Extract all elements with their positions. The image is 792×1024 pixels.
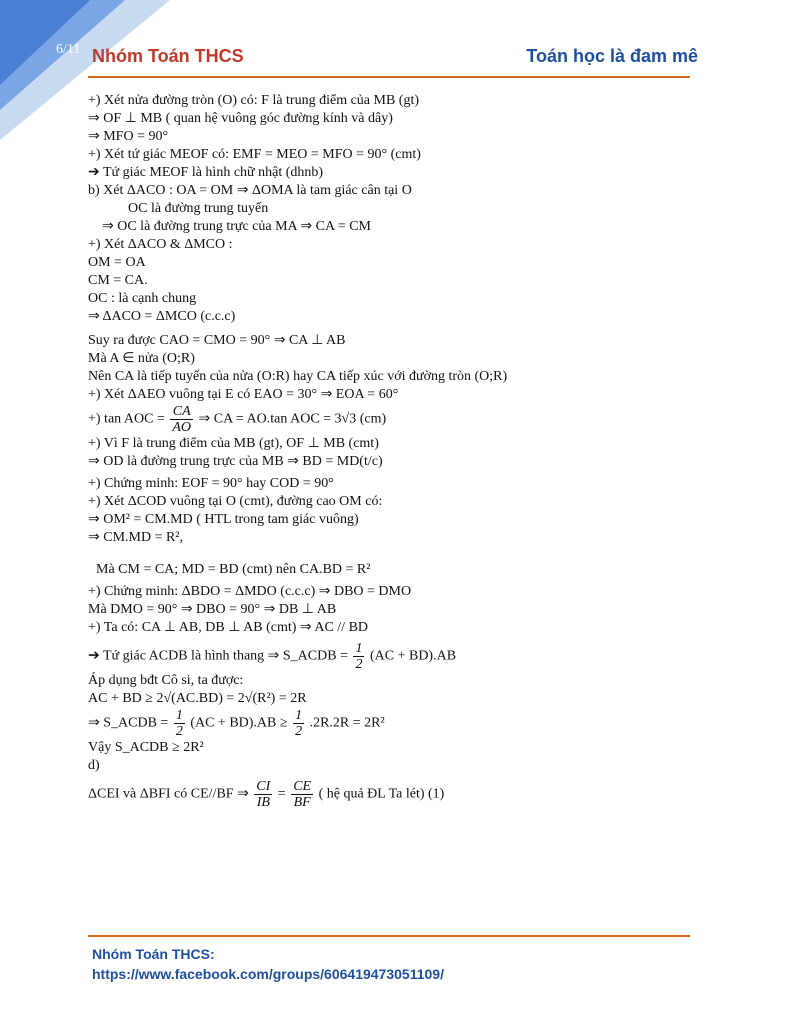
page-number: 6/11	[56, 42, 81, 57]
text-line: +) Xét ΔAEO vuông tại E có EAO = 30° ⇒ EOA = 60°	[88, 387, 399, 402]
text-line: ⇒ MFO = 90°	[88, 129, 169, 144]
text-line: AC + BD ≥ 2√(AC.BD) = 2√(R²) = 2R	[88, 691, 307, 706]
text-line: d)	[88, 758, 100, 773]
tan-numerator: CA	[170, 404, 193, 420]
text-line: +) Ta có: CA ⊥ AB, DB ⊥ AB (cmt) ⇒ AC // BD	[88, 620, 369, 635]
text-line: +) Xét ΔCOD vuông tại O (cmt), đường cao OM có:	[88, 494, 383, 509]
text-line: +) Xét nửa đường tròn (O) có: F là trung điểm của MB (gt)	[88, 93, 420, 108]
text-line: +) Xét ΔACO & ΔMCO :	[88, 237, 233, 252]
text-line: ➔ Tứ giác MEOF là hình chữ nhật (dhnb)	[88, 165, 324, 180]
thales-fraction-1	[254, 779, 272, 810]
tan-tail: ⇒ CA = AO.tan AOC = 3√3 (cm)	[198, 411, 387, 427]
text-line: b) Xét ΔACO : OA = OM ⇒ ΔOMA là tam giác cân tại O	[88, 183, 412, 198]
thales-tail: ( hệ quả ĐL Ta lét) (1)	[318, 786, 445, 802]
text-line: ⇒ OC là đường trung trực của MA ⇒ CA = CM	[102, 219, 371, 234]
text-line: Áp dụng bđt Cô si, ta được:	[88, 673, 244, 688]
text-line: Mà DMO = 90° ⇒ DBO = 90° ⇒ DB ⊥ AB	[88, 602, 337, 617]
footer-group-name: Nhóm Toán THCS:	[92, 946, 215, 962]
tan-lead: +) tan AOC =	[88, 411, 165, 427]
ineq-tail: .2R.2R = 2R²	[309, 715, 385, 731]
thales-eq: =	[277, 786, 286, 802]
header-right-title: Toán học là đam mê	[526, 46, 698, 66]
ineq-lead: ⇒ S_ACDB =	[88, 715, 169, 731]
ineq-denominator-2: 2	[295, 724, 303, 739]
text-line: ⇒ ΔACO = ΔMCO (c.c.c)	[88, 309, 236, 324]
text-line: ⇒ OF ⊥ MB ( quan hệ vuông góc đường kính và dây)	[88, 111, 393, 126]
ineq-fraction-1	[174, 708, 185, 739]
header-left-title: Nhóm Toán THCS	[92, 46, 244, 66]
thales-lead: ΔCEI và ΔBFI có CE//BF ⇒	[88, 786, 249, 802]
trap-tail: (AC + BD).AB	[369, 648, 457, 664]
thales-line	[88, 779, 708, 810]
ineq-denominator-1: 2	[175, 724, 183, 739]
inequality-line	[88, 708, 708, 739]
thales-numerator-1: CI	[256, 779, 271, 794]
text-line: ⇒ OD là đường trung trực của MB ⇒ BD = MD(t/c)	[88, 454, 383, 469]
footer-group-link[interactable]: https://www.facebook.com/groups/606419473051109/	[92, 966, 444, 982]
text-line: Nên CA là tiếp tuyến của nửa (O:R) hay CA tiếp xúc với đường tròn (O;R)	[88, 369, 508, 384]
trap-numerator: 1	[355, 641, 363, 656]
text-line: OM = OA	[88, 255, 146, 270]
text-line: Mà A ∈ nửa (O;R)	[88, 351, 195, 366]
ineq-fraction-2	[293, 708, 304, 739]
trap-denominator: 2	[355, 657, 363, 672]
text-line: Mà CM = CA; MD = BD (cmt) nên CA.BD = R²	[96, 562, 371, 577]
trapezoid-area-line	[88, 641, 708, 672]
tan-formula-line	[88, 404, 708, 435]
text-line: CM = CA.	[88, 273, 148, 288]
text-line: +) Chứng minh: ΔBDO = ΔMDO (c.c.c) ⇒ DBO = DMO	[88, 584, 412, 599]
text-line: +) Xét tứ giác MEOF có: EMF = MEO = MFO = 90° (cmt)	[88, 147, 421, 162]
ineq-numerator-2: 1	[295, 708, 303, 723]
thales-numerator-2: CE	[293, 779, 312, 794]
text-line: Suy ra được CAO = CMO = 90° ⇒ CA ⊥ AB	[88, 333, 346, 348]
text-line: Vậy S_ACDB ≥ 2R²	[88, 740, 204, 755]
ineq-numerator-1: 1	[175, 708, 183, 723]
thales-fraction-2	[291, 779, 313, 810]
text-line: +) Vì F là trung điểm của MB (gt), OF ⊥ MB (cmt)	[88, 436, 379, 451]
ineq-mid: (AC + BD).AB ≥	[190, 715, 288, 731]
tan-denominator: AO	[172, 420, 192, 435]
trap-fraction	[353, 641, 364, 672]
text-line: +) Chứng minh: EOF = 90° hay COD = 90°	[88, 476, 334, 491]
footer-rule	[88, 935, 690, 937]
thales-denominator-2: BF	[293, 795, 311, 810]
document-body	[88, 92, 708, 810]
text-line: OC : là cạnh chung	[88, 291, 197, 306]
text-line: ⇒ CM.MD = R²,	[88, 530, 184, 545]
header-rule	[88, 76, 690, 78]
text-line: ⇒ OM² = CM.MD ( HTL trong tam giác vuông)	[88, 512, 359, 527]
text-line: OC là đường trung tuyến	[128, 201, 269, 216]
tan-fraction	[170, 404, 193, 435]
trap-lead: ➔ Tứ giác ACDB là hình thang ⇒ S_ACDB =	[88, 648, 348, 664]
thales-denominator-1: IB	[256, 795, 270, 810]
